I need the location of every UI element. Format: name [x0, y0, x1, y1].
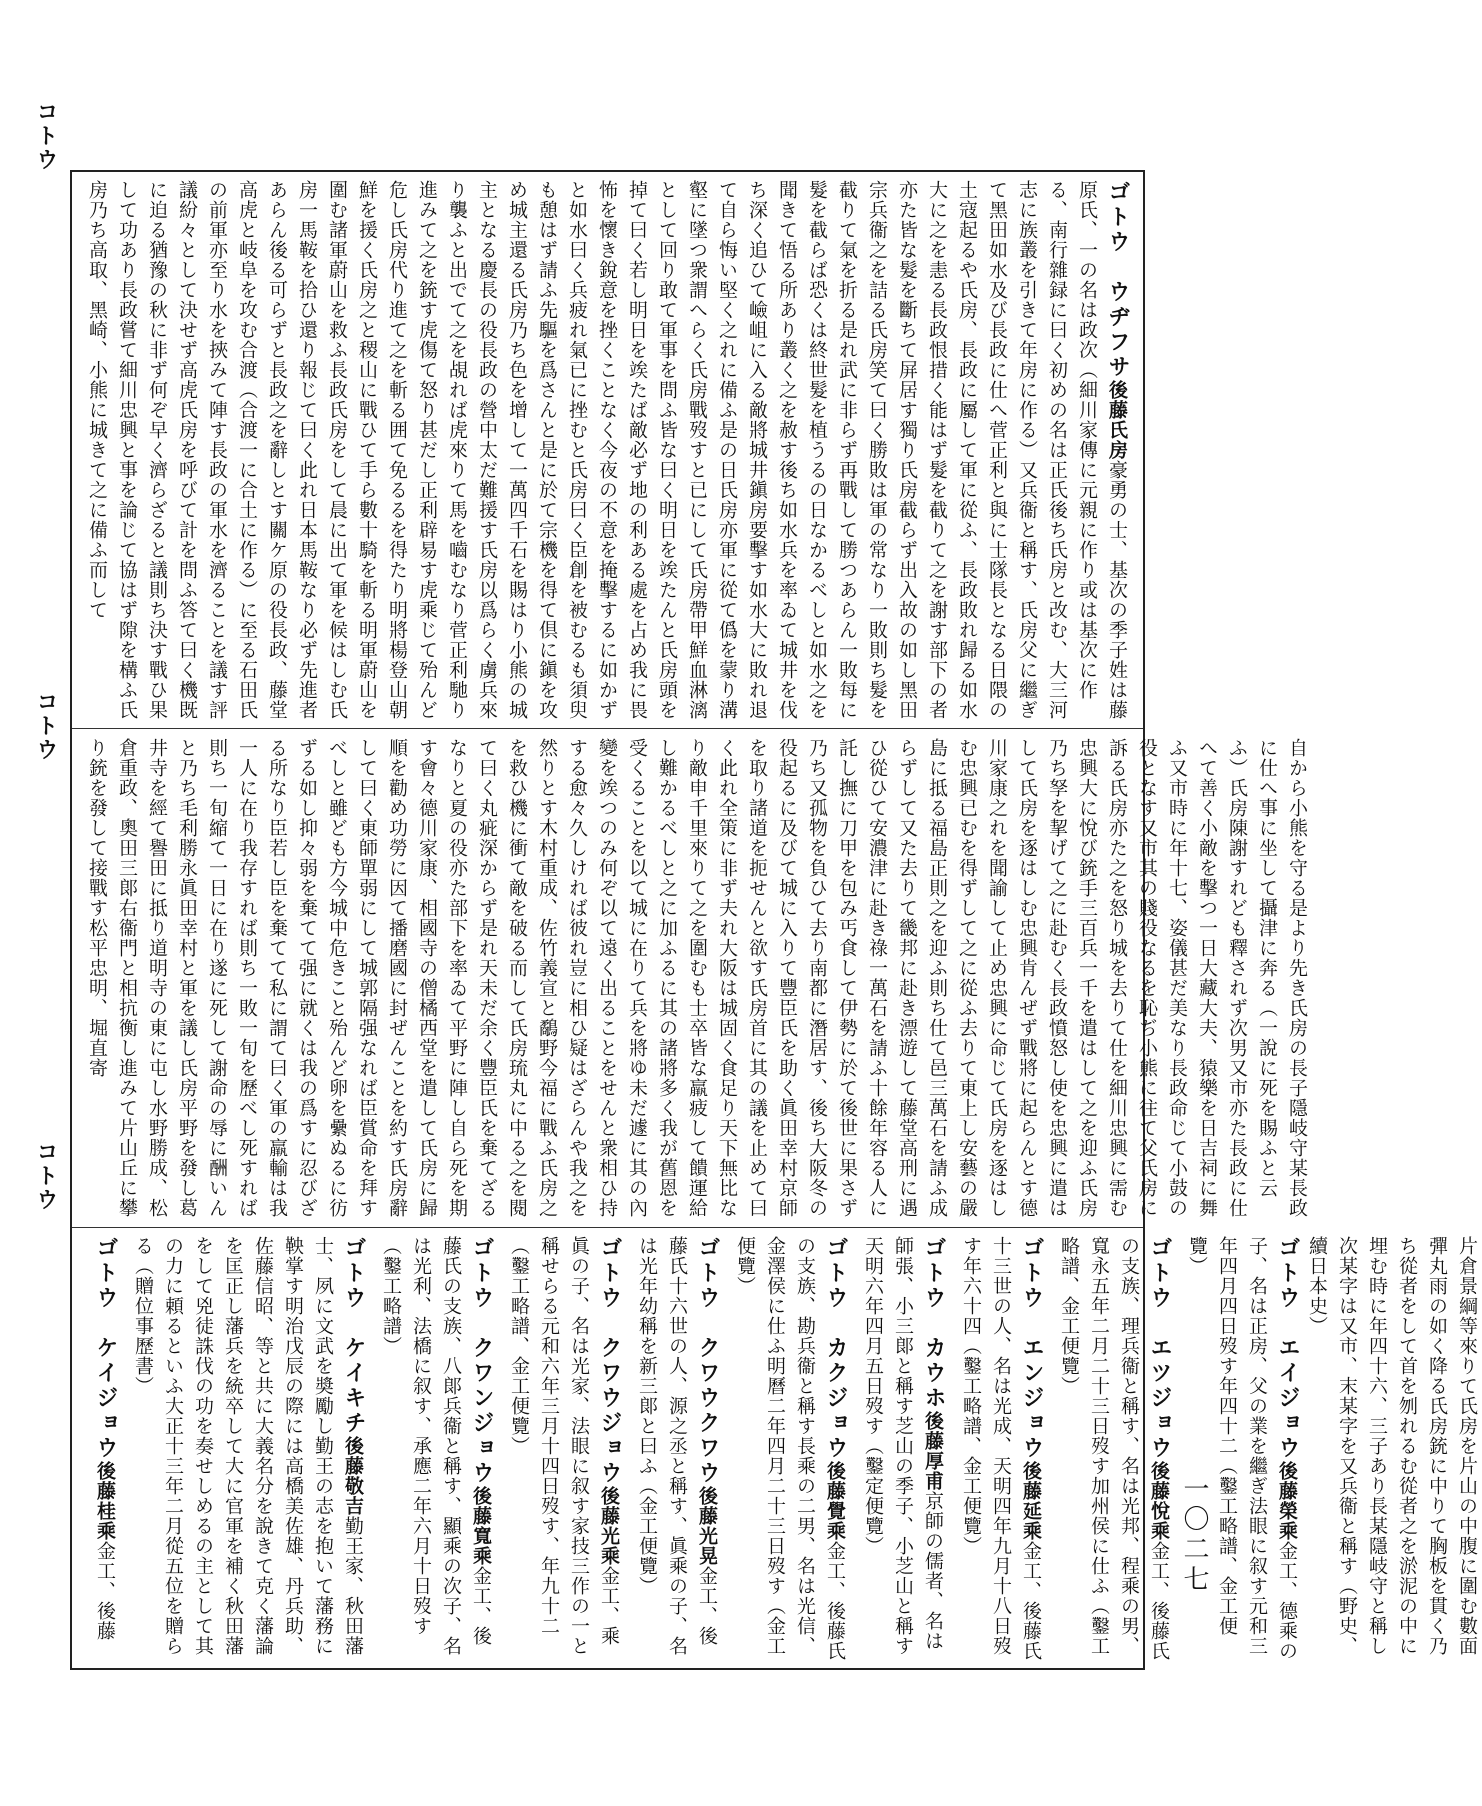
- entry-text: 勤王家、秋田藩士、夙に文武を奬勵し勤王の志を抱いて藩務に鞅掌す明治戊辰の際には高橋美佐雄、丹兵助、佐藤信昭、等と共に大義名分を說きて克く藩論を匡正し藩兵を統卒して大に官軍を補く秋田藩をして兇徒誅伐の功を奏せしめるの主として其の力に頼るといふ大正十三年二月從五位を贈らる（贈位事歷書）: [132, 1236, 364, 1656]
- entry-name: 後藤榮乘: [1276, 1461, 1298, 1541]
- entry-text: 金工、後藤氏十三世の人、名は光成、天明四年九月十八日歿す年六十四（鑿工略譜、金工便覽）: [960, 1236, 1042, 1661]
- entry-heading: ゴトウ ウヂフサ: [1105, 180, 1130, 380]
- entry-heading: ゴトウ エンジョウ: [1019, 1236, 1044, 1461]
- side-label-top: コトウ: [33, 100, 58, 172]
- entry-text: 金工、後藤氏の支族、理兵衞と稱す、名は光邦、程乘の男、寬永五年二月二十三日歿す加州侯に仕ふ（鑿工略譜、金工便覽）: [1058, 1236, 1170, 1661]
- entry-name: 後藤氏房: [1106, 380, 1128, 460]
- entry-text: 金工、後藤: [94, 1541, 116, 1641]
- entry-heading: ゴトウ ケイキチ: [341, 1236, 366, 1436]
- bottom-column-text: [82, 1236, 1482, 1662]
- divider-bottom: [72, 1227, 1143, 1228]
- entry-etsujo: [1054, 1236, 1174, 1662]
- entry-text: 金工、乘眞の子、名は光家、法眼に叙す家技三作の一と稱せらる元和六年三月十四日歿す、年九十二（鑿工略譜、金工便覽）: [508, 1236, 620, 1656]
- entry-heading: ゴトウ カウホ: [921, 1236, 946, 1411]
- middle-band: [82, 738, 1308, 1220]
- divider-top: [72, 728, 1143, 729]
- entry-name: 後藤桂乘: [94, 1461, 116, 1541]
- entry-keikichi: [128, 1236, 368, 1662]
- entry-heading: ゴトウ ケイジョウ: [93, 1236, 118, 1461]
- entry-kwaukwau: [632, 1236, 722, 1662]
- entry-heading: ゴトウ クワウジョウ: [597, 1236, 622, 1486]
- entry-kwanjo: [376, 1236, 496, 1662]
- entry-keijo: [90, 1236, 120, 1662]
- entry-text: 金工、後藤氏の支族、八郞兵衞と稱す、顯乘の次子、名は光利、法橋に叙す、承應二年六月十日歿す（鑿工略譜）: [380, 1236, 492, 1656]
- middle-column-text: 自から小熊を守る是より先き氏房の長子隱岐守某長政に仕へ事に坐して攝津に奔る（一說に死を賜ふと云ふ）氏房陳謝すれども釋されず次男又市亦た長政に仕へて善く小敵を擊つ一日大藏大夫、猿樂を日吉祠に舞ふ又市時に年十七、姿儀甚だ美なり長政命じて小鼓の役となす又市其の賤役なるを恥ぢ小熊に往て父氏房に訴る氏房亦た之を怒り城を去りて仕を細川忠興に需む忠興大に悅び銃手三百兵一千を遣はして之を迎ふ氏房乃ち孥を挈げて之に赴むく長政憤怒し使を忠興に遣はして氏房を逐はしむ忠興肯んぜず戰將に起らんとす德川家康之れを聞諭して止め忠興に命じて氏房を逐はしむ忠興已むを得ずして之に從ふ去りて東上し安藝の嚴島に抵る福島正則之を迎ふ則ち仕て邑三萬石を請ふ成らずして又た去りて畿邦に赴き漂遊して藤堂高刑に遇ひ從ひて安濃津に赴き祿一萬石を請ふ十餘年容る人に託し撫に刀甲を包み丐食して伊勢に於て後世に果さず乃ち又孤物を負ひて去り南都に潛居す、後ち大阪冬の役起るに及びて城に入りて豐臣氏を助く眞田幸村京師を取り諸道を扼せんと欲す氏房首に其の議を止めて曰く此れ全策に非ず夫れ大阪は城固く食足り天下無比なり敵申千里來りて之を圍むも士卒皆な羸疲して饋運給し難かるべしと之に加ふるに其の諸將多く我が舊恩を受くることを以て城に在りて兵を將ゆ未だ遽に其の內變を竢つのみ何ぞ以て遠く出ることをせんと衆相ひ持する愈々久しければ彼れ豈に相ひ疑はざらんや我之を然りとす木村重成、佐竹義宣と鷸野今福に戰ふ氏房之を救ひ機に衝て敵を破る而して氏房琉丸に中る之を閱て曰く丸疵深からず是れ天未だ余く豐臣氏を棄てざるなりと夏の役亦た部下を率ゐて平野に陣し自ら死を期す會々德川家康、相國寺の僧橘西堂を遣して氏房に歸順を勸め功勞に因て播磨國に封ぜんことを約す氏房辭して曰く東師單弱にして城郭隔强なれば臣賞命を拜すべしと雖ども方今城中危きこと殆んど卵を纍ぬるに彷ずる如し抑々弱を棄てて强に就くは我の爲すに忍びざる所なり臣若し臣を棄てて私に謂て曰く軍の羸輸は我一人に在り我存すれば則ち一敗一旬を歷べし死すれば則ち一旬縮て一日に在り遂に死して謝命の辱に酬いんと乃ち毛利勝永眞田幸村と軍を議し氏房平野を發し葛井寺を經て譽田に抵り道明寺の東に屯し水野勝成、松倉重政、奧田三郞右衞門と相抗衡し進みて片山丘に攀り銃を發して接戰す松平忠明、堀直寄: [86, 738, 1308, 1218]
- page-number: 一〇二七: [1179, 1475, 1209, 1595]
- entry-name: 後藤光乘: [598, 1486, 620, 1566]
- entry-kauho: [858, 1236, 948, 1662]
- top-column-text: [82, 180, 1132, 720]
- entry-enjo: [956, 1236, 1046, 1662]
- entry-text: 豪勇の士、基次の季子姓は藤原氏、一の名は政次（細川家傳に元親に作り或は基次に作る、南行雜録に曰く初めの名は正氏後ち氏房と改む、大三河志に族叢を引きて年房に作る）又兵衞と稱す、氏房父に繼ぎて黑田如水及び長政に仕へ菅正利と與に士隊長となる日隈の土寇起るや氏房、長政に屬して軍に從ふ、長政敗れ歸る如水大に之を恚る長政恨措く能はず髮を截りて之を謝す部下の者亦た皆な髮を斷ちて屏居す獨り氏房截らず出入故の如し黑田宗兵衞之を詰る氏房笑て曰く勝敗は軍の常なり一敗則ち髮を截りて氣を折る是れ武に非らず再戰して勝つあらん一敗每に髮を截らば恐くは終世髮を植うるの日なかるべしと如水之を聞きて悟る所あり叢く之を赦す後ち如水兵を率ゐて城井を伐ち深く追ひて嶮岨に入る敵將城井鎭房要擊す如水大に敗れ退て自ら悔い堅く之れに備ふ是の日氏房亦軍に從て僞を蒙り溝壑に墜つ衆謂へらく氏房戰歿すと已にして氏房帶甲鮮血淋漓として回り敢て軍事を問ふ皆な曰く明日を竢たんと氏房頭を掉て曰く若し明日を竢たば敵必ず地の利ある處を占め我に畏怖を懷き銳意を挫くことなく今夜の不意を掩擊するに如かずと如水曰く兵疲れ氣已に挫むと氏房曰く臣創を被むるも須臾も憩はず請ふ先驅を爲さんと是に於て宗機を得て倶に鎭を攻め城主還る氏房乃ち色を增して一萬四千石を賜はり小熊の城主となる慶長の役長政の營中太だ難援す氏房以爲らく虜兵來り襲ふと出でて之を覘れば虎來りて馬を嚙むなり菅正利馳り進みて之を銃す虎傷て怒り甚だし正利辟易す虎乘じて殆んど危し氏房代り進て之を斬る囲て免るるを得たり明將楊登山朝鮮を援く氏房之と稷山に戰ひて手ら數十騎を斬る明軍蔚山を圍む諸軍蔚山を救ふ長政氏房をして晨に出て軍を候はしむ氏房一馬鞍を拾ひ還り報じて曰く此れ日本馬鞍なり必ず先進者あらん後る可らずと長政之を辭しとす關ケ原の役長政、藤堂高虎と岐阜を攻む合渡（合渡一に合土に作る）に至る石田氏の前軍亦至り水を挾みて陣す長政の軍水を濟ることを議す評議紛々として決せず高虎氏房を呼びて計を問ふ答て曰く機既に迫る猶豫の秋に非ず何ぞ早く濟らざると議則ち決す戰ひ果して功あり長政嘗て細川忠興と事を論じて協はず隙を構ふ氏房乃ち高取、黑崎、小熊に城きて之に備ふ而して: [86, 180, 1128, 720]
- entry-name: 後藤延乘: [1020, 1461, 1042, 1541]
- top-band: [82, 180, 1133, 720]
- entry-kwaujo: [504, 1236, 624, 1662]
- entry-name: 後藤敬吉: [342, 1436, 364, 1516]
- side-label-middle: コトウ: [33, 690, 58, 762]
- entry-text: 金工、德乘の子、名は正房、父の業を繼ぎ法眼に叙す元和三年四月四日歿す年四十二（鑿工略譜、金工便覽）: [1186, 1236, 1298, 1661]
- entry-heading: ゴトウ クワウクワウ: [695, 1236, 720, 1486]
- entry-name: 後藤寬乘: [470, 1486, 492, 1566]
- entry-name: 後藤悅乘: [1148, 1461, 1170, 1541]
- entry-text: 京師の儒者、名は師張、小三郞と稱す芝山の季子、小芝山と稱す天明六年四月五日歿す（鑿定便覽）: [862, 1236, 944, 1656]
- entry-heading: ゴトウ エツジョウ: [1147, 1236, 1172, 1461]
- continuation-text: 片倉景綱等來りて氏房を片山の中腹に圍む數面彈丸雨の如く降る氏房銃に中りて胸板を貫く乃ち從者をして首を刎れるむ從者之を淤泥の中に埋む時に年四十六、三子あり長某隱岐守と稱し次某字は又市、末某字を又兵衞と稱す（野史、續日本史）: [1306, 1236, 1478, 1656]
- entry-heading: ゴトウ カクジョウ: [823, 1236, 848, 1461]
- entry-name: 後藤光晃: [696, 1486, 718, 1566]
- entry-eijo: [1182, 1236, 1302, 1662]
- entry-name: 後藤覺乘: [824, 1461, 846, 1541]
- entry-text: 金工、後藤氏の支族、勘兵衞と稱す長乘の二男、名は光信、金澤侯に仕ふ明曆二年四月二十三日歿す（金工便覽）: [734, 1236, 846, 1661]
- entry-heading: ゴトウ エイジョウ: [1275, 1236, 1300, 1461]
- entry-heading: ゴトウ クワンジョウ: [469, 1236, 494, 1486]
- entry-kakujo: [730, 1236, 850, 1662]
- side-label-bottom: コトウ: [33, 1140, 58, 1212]
- entry-name: 後藤厚甫: [922, 1411, 944, 1491]
- entry-text: 金工、後藤氏十六世の人、源之丞と稱す、眞乘の子、名は光年幼稱を新三郞と曰ふ（金工便覽）: [636, 1236, 718, 1656]
